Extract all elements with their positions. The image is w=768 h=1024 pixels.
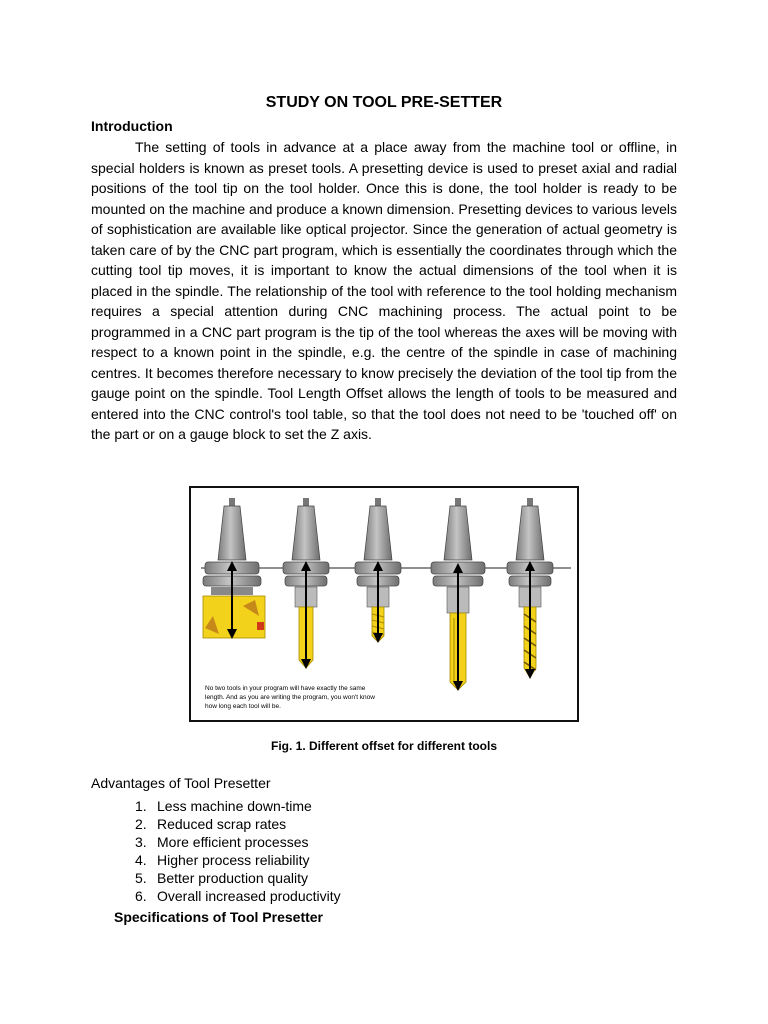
list-item: [135, 797, 341, 815]
figure-note-line-3: how long each tool will be.: [205, 703, 281, 710]
tool-offset-illustration: [191, 488, 577, 720]
section-heading-introduction: Introduction: [91, 118, 173, 134]
list-item-text: Better production quality: [157, 870, 308, 886]
list-item-number: 3.: [135, 834, 147, 850]
list-item-text: Less machine down-time: [157, 798, 312, 814]
list-item: [135, 887, 341, 905]
list-item: [135, 833, 341, 851]
list-item: [135, 851, 341, 869]
list-item: [135, 869, 341, 887]
list-item: [135, 815, 341, 833]
tool-holder-drill: [283, 498, 329, 668]
list-item-number: 5.: [135, 870, 147, 886]
figure-note-line-2: length. And as you are writing the program, you won't know: [205, 694, 375, 701]
section-heading-specifications: Specifications of Tool Presetter: [114, 909, 324, 925]
figure-note-line-1: No two tools in your program will have exactly the same: [205, 685, 366, 692]
page-title: STUDY ON TOOL PRE-SETTER: [265, 94, 503, 111]
list-item-text: Higher process reliability: [157, 852, 310, 868]
list-item-text: More efficient processes: [157, 834, 309, 850]
list-item-number: 6.: [135, 888, 147, 904]
figure-caption: Fig. 1. Different offset for different tools: [270, 739, 497, 753]
list-item-text: Overall increased productivity: [157, 888, 341, 904]
list-item-number: 1.: [135, 798, 147, 814]
section-heading-advantages: Advantages of Tool Presetter: [91, 775, 271, 791]
tool-holder-twist-drill: [507, 498, 553, 678]
list-item-text: Reduced scrap rates: [157, 816, 287, 832]
intro-paragraph: The setting of tools in advance at a place away from the machine tool or offline, in special holders is known as preset tools. A presetting device is used to preset axial and radial positions of the tool tip on the tool holder. Once this is done, the tool holder is ready to be mounted on the machine and produce a known dimension. Presetting devices to various levels of sophistication are available like optical projector. Since the generation of actual geometry is taken care of by the CNC part program, which is essentially the coordinates through which the cutting tool tip moves, it is important to know the actual dimensions of the tool when it is placed in the spindle. The relationship of the tool with reference to the tool holding mechanism requires a special attention during CNC machining process. The actual point to be programmed in a CNC part program is the tip of the tool whereas the axes will be moving with respect to a known point in the spindle, e.g. the centre of the spindle in case of machining centres. It becomes therefore necessary to know precisely the deviation of the tool tip from the gauge point on the spindle. Tool Length Offset allows the length of tools to be measured and entered into the CNC control's tool table, so that the tool does not need to be 'touched off' on the part or on a gauge block to set the Z axis.: [91, 139, 678, 442]
advantages-list: [135, 797, 341, 905]
list-item-number: 2.: [135, 816, 147, 832]
tool-holder-reamer: [431, 498, 485, 690]
tool-holder-tap: [355, 498, 401, 642]
tool-offset-figure: [189, 486, 579, 722]
tool-holder-face-mill: [203, 498, 265, 638]
face-mill-cutter: [203, 596, 265, 638]
list-item-number: 4.: [135, 852, 147, 868]
